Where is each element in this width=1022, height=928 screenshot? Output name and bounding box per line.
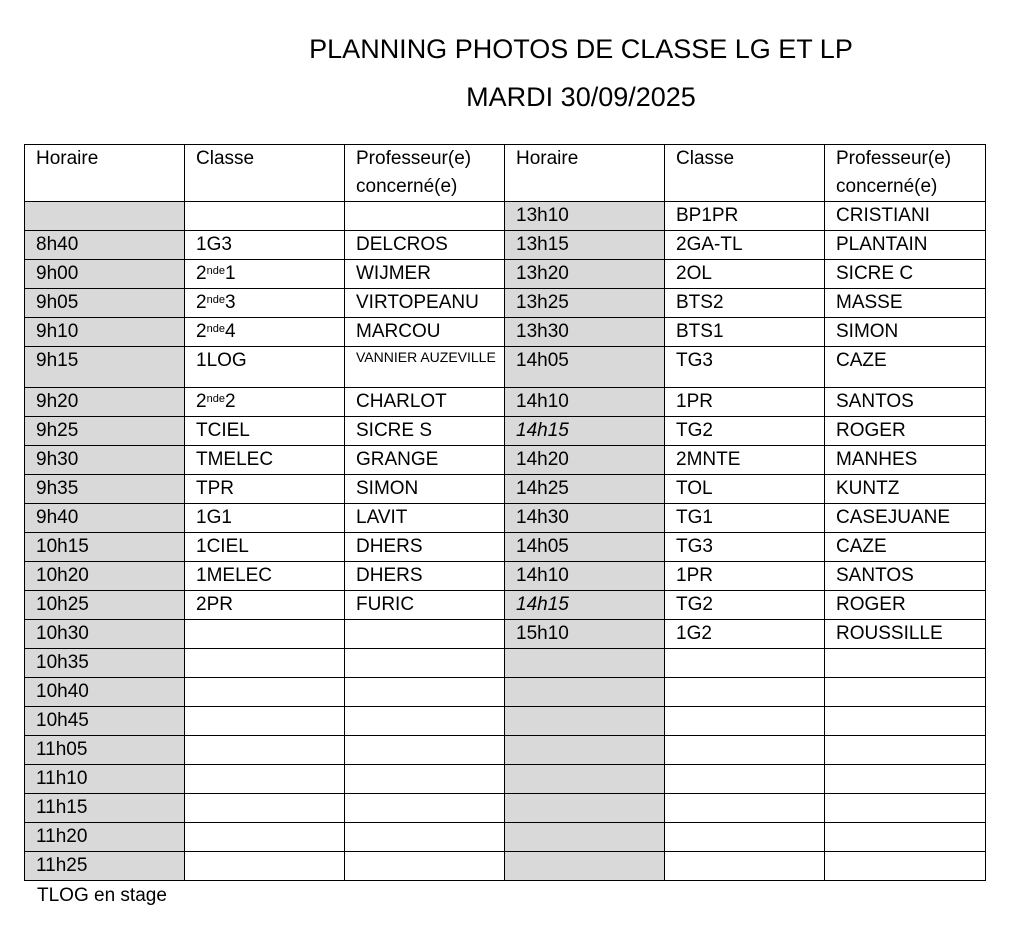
table-row — [25, 823, 986, 852]
horaire-cell: 13h30 — [505, 318, 665, 347]
professeur-cell — [345, 678, 505, 707]
classe-cell — [665, 794, 825, 823]
classe-cell — [185, 707, 345, 736]
professeur-cell — [825, 794, 986, 823]
header-classe-right: Classe — [665, 145, 825, 202]
classe-cell — [185, 202, 345, 231]
professeur-cell — [825, 707, 986, 736]
professeur-cell — [345, 736, 505, 765]
classe-cell — [185, 794, 345, 823]
professeur-cell: DELCROS — [345, 231, 505, 260]
horaire-cell: 8h40 — [25, 231, 185, 260]
classe-cell: 2PR — [185, 591, 345, 620]
classe-cell: TOL — [665, 475, 825, 504]
classe-number: 2 — [196, 391, 207, 412]
professeur-cell: CRISTIANI — [825, 202, 986, 231]
table-row — [25, 289, 986, 318]
classe-cell: BTS2 — [665, 289, 825, 318]
horaire-cell: 9h30 — [25, 446, 185, 475]
classe-cell: BTS1 — [665, 318, 825, 347]
classe-cell — [185, 765, 345, 794]
table-row — [25, 852, 986, 881]
horaire-cell: 11h20 — [25, 823, 185, 852]
header-professeur-right: Professeur(e) concerné(e) — [825, 145, 986, 202]
professeur-cell: KUNTZ — [825, 475, 986, 504]
header-horaire-left: Horaire — [25, 145, 185, 202]
classe-cell: 1LOG — [185, 347, 345, 388]
professeur-cell — [345, 823, 505, 852]
professeur-cell: FURIC — [345, 591, 505, 620]
classe-number: 2 — [196, 263, 207, 284]
classe-superscript: nde — [206, 323, 225, 335]
table-row — [25, 620, 986, 649]
horaire-cell: 14h15 — [505, 417, 665, 446]
professeur-cell: ROGER — [825, 417, 986, 446]
professeur-cell — [825, 823, 986, 852]
professeur-cell: PLANTAIN — [825, 231, 986, 260]
horaire-cell: 10h30 — [25, 620, 185, 649]
professeur-cell: LAVIT — [345, 504, 505, 533]
professeur-cell: MANHES — [825, 446, 986, 475]
header-professeur-left: Professeur(e) concerné(e) — [345, 145, 505, 202]
classe-cell — [665, 852, 825, 881]
classe-cell — [185, 318, 345, 347]
table-row — [25, 388, 986, 417]
header-horaire-right: Horaire — [505, 145, 665, 202]
classe-cell: 2GA-TL — [665, 231, 825, 260]
horaire-cell: 10h45 — [25, 707, 185, 736]
professeur-cell — [345, 794, 505, 823]
horaire-cell — [505, 794, 665, 823]
professeur-cell: SIMON — [825, 318, 986, 347]
classe-cell: BP1PR — [665, 202, 825, 231]
professeur-cell: CAZE — [825, 347, 986, 388]
professeur-cell: CHARLOT — [345, 388, 505, 417]
horaire-cell: 9h40 — [25, 504, 185, 533]
table-row — [25, 260, 986, 289]
classe-suffix: 4 — [224, 321, 236, 342]
professeur-cell: ROUSSILLE — [825, 620, 986, 649]
professeur-cell — [825, 736, 986, 765]
professeur-cell — [825, 765, 986, 794]
professeur-cell: GRANGE — [345, 446, 505, 475]
horaire-cell: 14h05 — [505, 347, 665, 388]
horaire-cell — [505, 736, 665, 765]
professeur-cell — [345, 649, 505, 678]
professeur-cell: SANTOS — [825, 562, 986, 591]
classe-cell: 1G2 — [665, 620, 825, 649]
horaire-cell: 10h35 — [25, 649, 185, 678]
professeur-cell: SICRE C — [825, 260, 986, 289]
professeur-cell — [345, 707, 505, 736]
classe-cell: TG3 — [665, 533, 825, 562]
professeur-cell: SANTOS — [825, 388, 986, 417]
horaire-cell: 14h10 — [505, 562, 665, 591]
professeur-cell — [345, 765, 505, 794]
classe-superscript: nde — [206, 294, 225, 306]
horaire-cell — [505, 765, 665, 794]
professeur-cell: VIRTOPEANU — [345, 289, 505, 318]
horaire-cell: 11h10 — [25, 765, 185, 794]
horaire-cell: 9h10 — [25, 318, 185, 347]
classe-cell: TG3 — [665, 347, 825, 388]
professeur-cell — [345, 620, 505, 649]
professeur-cell — [825, 678, 986, 707]
horaire-cell: 14h05 — [505, 533, 665, 562]
classe-cell: TMELEC — [185, 446, 345, 475]
classe-cell — [665, 649, 825, 678]
professeur-cell — [345, 202, 505, 231]
classe-cell: TPR — [185, 475, 345, 504]
horaire-cell: 11h05 — [25, 736, 185, 765]
classe-cell — [185, 736, 345, 765]
classe-cell — [185, 260, 345, 289]
table-header-row — [25, 145, 986, 202]
classe-suffix: 2 — [224, 391, 236, 412]
professeur-cell — [825, 852, 986, 881]
professeur-cell — [345, 852, 505, 881]
classe-cell: 2OL — [665, 260, 825, 289]
classe-cell: TG2 — [665, 591, 825, 620]
horaire-cell — [505, 707, 665, 736]
horaire-cell — [505, 678, 665, 707]
horaire-cell: 10h20 — [25, 562, 185, 591]
classe-cell — [185, 649, 345, 678]
classe-suffix: 1 — [224, 263, 236, 284]
table-row — [25, 533, 986, 562]
table-row — [25, 736, 986, 765]
table-row — [25, 591, 986, 620]
classe-superscript: nde — [206, 393, 225, 405]
classe-cell — [185, 678, 345, 707]
classe-cell: 1PR — [665, 562, 825, 591]
classe-cell: 1PR — [665, 388, 825, 417]
professeur-cell: SICRE S — [345, 417, 505, 446]
table-row — [25, 678, 986, 707]
professeur-cell: VANNIER AUZEVILLE — [345, 347, 505, 388]
table-row — [25, 417, 986, 446]
horaire-cell — [505, 649, 665, 678]
table-row — [25, 231, 986, 260]
horaire-cell: 15h10 — [505, 620, 665, 649]
professeur-cell: SIMON — [345, 475, 505, 504]
header-classe-left: Classe — [185, 145, 345, 202]
professeur-cell: MARCOU — [345, 318, 505, 347]
classe-cell: 1G3 — [185, 231, 345, 260]
horaire-cell: 9h35 — [25, 475, 185, 504]
horaire-cell — [505, 823, 665, 852]
table-row — [25, 475, 986, 504]
professeur-cell: WIJMER — [345, 260, 505, 289]
classe-cell: TCIEL — [185, 417, 345, 446]
horaire-cell: 14h20 — [505, 446, 665, 475]
professeur-cell — [825, 649, 986, 678]
table-row — [25, 562, 986, 591]
professeur-cell: DHERS — [345, 562, 505, 591]
classe-number: 2 — [196, 321, 207, 342]
horaire-cell: 11h15 — [25, 794, 185, 823]
classe-superscript: nde — [206, 265, 225, 277]
horaire-cell: 14h25 — [505, 475, 665, 504]
classe-cell — [185, 620, 345, 649]
horaire-cell: 14h10 — [505, 388, 665, 417]
horaire-cell: 10h15 — [25, 533, 185, 562]
classe-cell — [665, 736, 825, 765]
classe-cell — [665, 678, 825, 707]
horaire-cell: 9h05 — [25, 289, 185, 318]
horaire-cell: 13h15 — [505, 231, 665, 260]
classe-cell — [185, 388, 345, 417]
classe-cell: TG1 — [665, 504, 825, 533]
horaire-cell: 10h40 — [25, 678, 185, 707]
horaire-cell: 9h00 — [25, 260, 185, 289]
footnote: TLOG en stage — [37, 885, 167, 906]
horaire-cell: 13h10 — [505, 202, 665, 231]
classe-cell — [185, 823, 345, 852]
table-row — [25, 446, 986, 475]
classe-number: 2 — [196, 292, 207, 313]
classe-cell — [665, 765, 825, 794]
classe-cell — [185, 852, 345, 881]
classe-cell — [665, 823, 825, 852]
horaire-cell: 9h25 — [25, 417, 185, 446]
classe-cell: 1CIEL — [185, 533, 345, 562]
table-row — [25, 347, 986, 388]
classe-cell: TG2 — [665, 417, 825, 446]
page-title: PLANNING PHOTOS DE CLASSE LG ET LP — [309, 34, 853, 64]
horaire-cell: 11h25 — [25, 852, 185, 881]
table-row — [25, 504, 986, 533]
horaire-cell: 14h30 — [505, 504, 665, 533]
horaire-cell: 13h20 — [505, 260, 665, 289]
professeur-cell: DHERS — [345, 533, 505, 562]
classe-cell — [185, 289, 345, 318]
classe-suffix: 3 — [224, 292, 236, 313]
horaire-cell — [25, 202, 185, 231]
page-subtitle-date: MARDI 30/09/2025 — [466, 82, 696, 112]
horaire-cell: 9h15 — [25, 347, 185, 388]
horaire-cell: 10h25 — [25, 591, 185, 620]
table-row — [25, 318, 986, 347]
professeur-cell: CAZE — [825, 533, 986, 562]
professeur-cell: CASEJUANE — [825, 504, 986, 533]
table-row — [25, 649, 986, 678]
horaire-cell — [505, 852, 665, 881]
classe-cell — [665, 707, 825, 736]
professeur-cell: MASSE — [825, 289, 986, 318]
schedule-table — [24, 144, 986, 881]
horaire-cell: 13h25 — [505, 289, 665, 318]
classe-cell: 2MNTE — [665, 446, 825, 475]
table-row — [25, 202, 986, 231]
horaire-cell: 9h20 — [25, 388, 185, 417]
professeur-cell: ROGER — [825, 591, 986, 620]
table-row — [25, 765, 986, 794]
horaire-cell: 14h15 — [505, 591, 665, 620]
classe-cell: 1G1 — [185, 504, 345, 533]
classe-cell: 1MELEC — [185, 562, 345, 591]
table-row — [25, 707, 986, 736]
table-row — [25, 794, 986, 823]
